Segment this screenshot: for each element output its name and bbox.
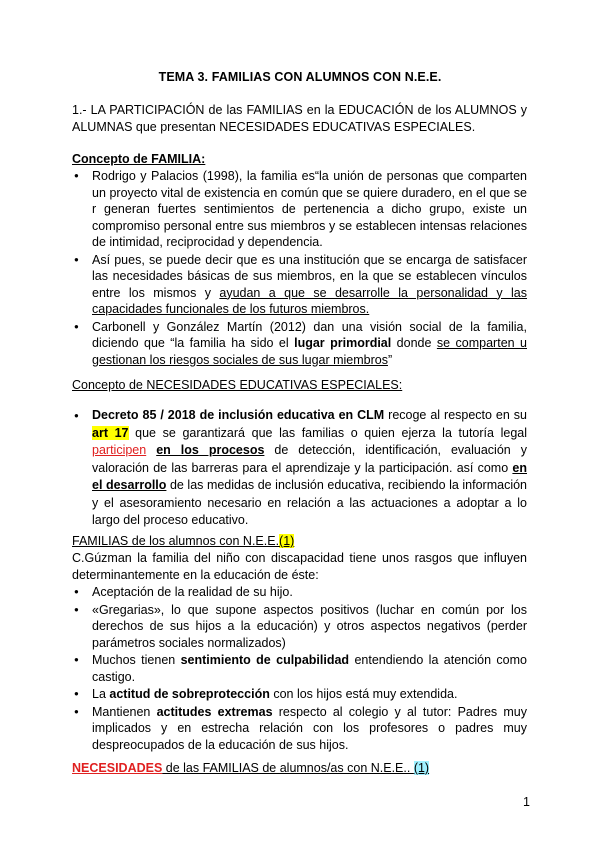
list-item: ● «Gregarias», lo que supone aspectos positivos (luchar en común por los derechos de sus hijos a la educación) y otros aspectos negativos (perder parámetros sociales normalizados) (72, 602, 527, 652)
document-title: TEMA 3. FAMILIAS CON ALUMNOS CON N.E.E. (158, 70, 442, 84)
list-item: ● La actitud de sobreprotección con los hijos está muy extendida. (72, 686, 527, 703)
underlined-text: se comparten u gestionan los riesgos sociales de sus lugar miembros (92, 336, 527, 367)
article-highlight: art 17 (92, 425, 129, 440)
list-item: ● Decreto 85 / 2018 de inclusión educativa en CLM recoge al respecto en su art 17 que se garantizará que las familias o quien ejerza la tutoría legal participen en los procesos de detección, identificación, evaluación y valoración de las barreras para el aprendizaje y la participación. así como en el desarrollo de las medidas de inclusión educativa, recibiendo la información y el asesoramiento necesario en relación a las actuaciones a adoptar a lo largo del proceso educativo. (72, 407, 527, 530)
bold-text: actitudes extremas (156, 704, 273, 719)
families-intro: C.Gúzman la familia del niño con discapacidad tiene unos rasgos que influyen determinantemente en la educación de éste: (72, 551, 527, 582)
section-family-heading: Concepto de FAMILIA: (72, 152, 206, 166)
processes-text: en los procesos (156, 443, 265, 457)
list-item: ● Muchos tienen sentimiento de culpabilidad entendiendo la atención como castigo. (72, 652, 527, 685)
section-needs-heading: NECESIDADES de las FAMILIAS de alumnos/as con N.E.E.. (1) (72, 761, 430, 775)
bold-text: lugar primordial (294, 336, 392, 350)
section-nee-heading: Concepto de NECESIDADES EDUCATIVAS ESPECIALES: (72, 378, 403, 392)
list-item: ● Mantienen actitudes extremas respecto al colegio y al tutor: Padres muy implicados y en estrecha relación con los profesores o padres muy despreocupados de la educación de sus hijos. (72, 704, 527, 754)
underlined-text: ayudan a que se desarrolle la personalidad y las capacidades funcionales de los futuros miembros. (92, 285, 528, 316)
list-item: ● Así pues, se puede decir que es una institución que se encarga de satisfacer las necesidades básicas de sus miembros, en la que se establecen vínculos entre los mismos y ayudan a que se desarrolle la personalidad y las capacidades funcionales de los futuros miembros. (72, 252, 527, 318)
page-number: 1 (523, 795, 530, 809)
family-definition-list (72, 168, 527, 369)
list-item: ● Rodrigo y Palacios (1998), la familia es“la unión de personas que comparten un proyecto vital de existencia en común que se quiere duradero, en el que se r generan fuertes sentimientos de pertenencia a dicho grupo, existe un compromiso personal entre sus miembros y se establecen intensas relaciones de intimidad, reciprocidad y dependencia. (72, 168, 527, 251)
decree-title: Decreto 85 / 2018 de inclusión educativa en CLM (92, 408, 385, 422)
needs-red-text: NECESIDADES (72, 761, 163, 775)
list-item: ● Aceptación de la realidad de su hijo. (72, 584, 527, 601)
bold-text: sentimiento de culpabilidad (180, 653, 350, 667)
reference-marker: (1) (413, 761, 430, 775)
nee-list (72, 407, 527, 531)
families-traits-list (72, 584, 527, 754)
list-item: ● Carbonell y González Martín (2012) dan una visión social de la familia, diciendo que “la familia ha sido el lugar primordial donde se comparten u gestionan los riesgos sociales de sus lugar miembros” (72, 319, 527, 369)
bold-text: actitud de sobreprotección (109, 687, 270, 701)
section-families-heading: FAMILIAS de los alumnos con N.E.E.(1) (72, 534, 295, 548)
participen-text: participen (92, 443, 147, 457)
reference-marker: (1) (279, 534, 295, 548)
intro-paragraph: 1.- LA PARTICIPACIÓN de las FAMILIAS en la EDUCACIÓN de los ALUMNOS y ALUMNAS que presentan NECESIDADES EDUCATIVAS ESPECIALES. (72, 103, 527, 134)
development-text: en el desarrollo (92, 460, 527, 492)
